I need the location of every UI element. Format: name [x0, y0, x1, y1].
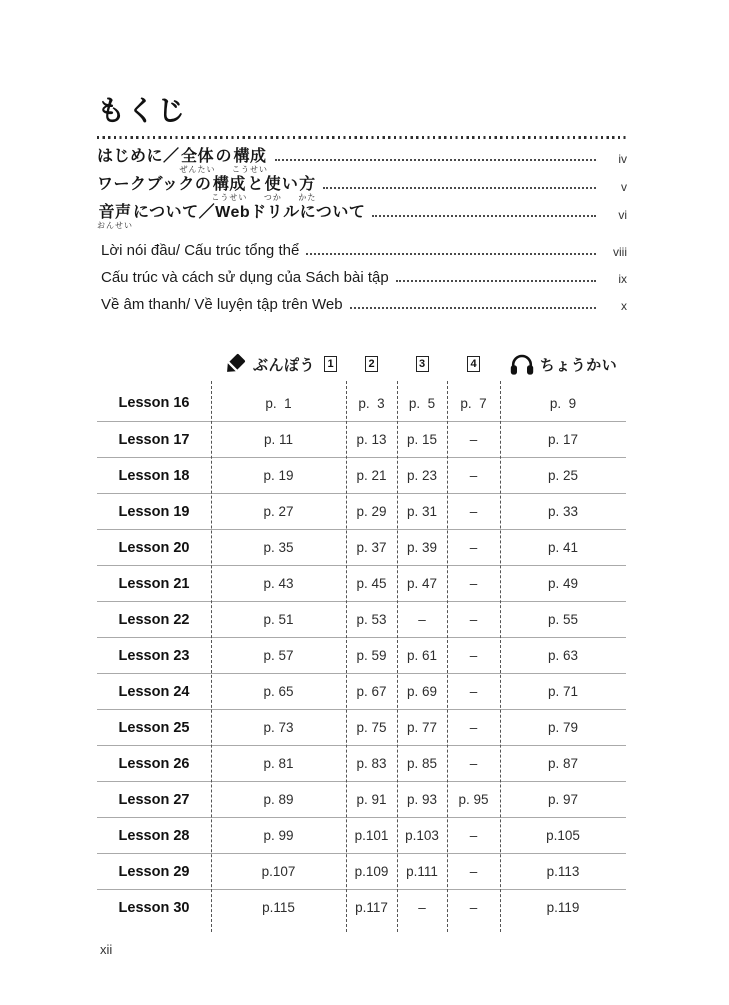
page-cell: p. 75	[356, 720, 387, 735]
page-cell: p. 35	[263, 540, 294, 555]
listening-header	[500, 352, 626, 376]
page-cell: –	[418, 612, 426, 627]
page-ref: x	[621, 298, 627, 313]
segment-text: の	[215, 148, 233, 165]
text-segment	[216, 148, 233, 174]
page-cell: –	[469, 432, 478, 447]
segment-text: はじめに／	[97, 148, 180, 165]
furigana	[289, 193, 292, 202]
text-segment	[247, 176, 264, 202]
page-cell: p. 11	[263, 432, 294, 447]
page-cell: –	[469, 504, 478, 519]
table-row	[97, 565, 626, 601]
page-cell: p.115	[262, 900, 295, 915]
toc-entry	[101, 237, 627, 264]
page-cell: p. 93	[406, 792, 438, 807]
grammar-header	[211, 352, 346, 376]
toc-entry	[101, 264, 627, 291]
table-row	[97, 709, 626, 745]
table-row	[97, 457, 626, 493]
page-ref: viii	[613, 244, 627, 259]
page-cell: p. 21	[356, 468, 387, 483]
page-cell: p. 53	[356, 612, 387, 627]
page-ref: iv	[618, 152, 627, 166]
segment-text: について／Webドリルについて	[133, 204, 366, 221]
page-cell: p.113	[546, 864, 580, 879]
table-row	[97, 385, 626, 421]
lesson-label: Lesson 22	[118, 611, 190, 628]
lesson-label: Lesson 27	[118, 791, 190, 808]
dot-leader	[323, 176, 596, 189]
text-segment	[232, 148, 268, 174]
text-segment	[180, 148, 216, 174]
toc-entry	[97, 176, 627, 204]
page-cell: –	[469, 828, 478, 843]
column-divider	[500, 381, 501, 932]
page-cell: p. 37	[356, 540, 387, 555]
text-segment	[298, 176, 316, 202]
page-cell: –	[469, 756, 478, 771]
lesson-label: Lesson 17	[118, 431, 190, 448]
segment-text: 全体	[181, 148, 215, 165]
lesson-label: Lesson 23	[118, 647, 190, 664]
furigana: こうせい	[232, 165, 269, 174]
column-divider	[211, 381, 212, 932]
furigana: かた	[298, 193, 317, 202]
page-cell: p.105	[546, 828, 580, 843]
page-cell: p. 71	[547, 684, 579, 699]
page-cell: p.107	[261, 864, 296, 879]
table-row	[97, 601, 626, 637]
page-cell: p. 57	[263, 648, 294, 663]
page-cell: p.103	[405, 828, 439, 843]
page-cell: –	[418, 900, 426, 915]
page-cell: p.111	[406, 864, 438, 879]
text-segment	[211, 176, 247, 202]
page-cell: p. 67	[356, 684, 387, 699]
table-row	[97, 421, 626, 457]
furigana	[153, 193, 156, 202]
lesson-label: Lesson 30	[118, 899, 190, 916]
page-cell: –	[469, 900, 478, 915]
page-folio: xii	[100, 942, 113, 957]
page-cell: p. 95	[458, 792, 489, 807]
page-cell: p. 73	[263, 720, 294, 735]
text-segment	[282, 176, 299, 202]
page-ref: ix	[618, 271, 627, 286]
page-cell: p. 25	[547, 468, 579, 483]
page-cell: p. 81	[263, 756, 294, 771]
segment-text: 構成	[212, 176, 246, 193]
segment-text: 方	[299, 176, 316, 193]
page-cell: –	[469, 684, 478, 699]
page-cell: p. 1	[265, 395, 292, 411]
lesson-label: Lesson 16	[118, 395, 190, 411]
lesson-label: Lesson 25	[118, 719, 190, 736]
toc-entry-label	[97, 204, 365, 232]
dot-leader	[306, 253, 596, 255]
page-cell: p. 59	[356, 648, 387, 663]
page-cell: p. 23	[406, 468, 438, 483]
text-segment	[97, 148, 180, 174]
page-cell: p. 17	[547, 432, 579, 447]
table-row	[97, 493, 626, 529]
section-number-box: 1	[324, 356, 337, 372]
page-cell: p. 45	[356, 576, 387, 591]
page-cell: p. 99	[263, 828, 294, 843]
grammar-label: ぶんぽう	[253, 356, 316, 374]
page-cell: p. 77	[406, 720, 438, 735]
page-cell: p. 41	[547, 540, 579, 555]
segment-text: 音声	[98, 204, 132, 221]
segment-text: と	[247, 176, 264, 193]
table-header	[97, 343, 626, 385]
table-row	[97, 529, 626, 565]
page-cell: p. 51	[263, 612, 294, 627]
page-cell: p. 33	[547, 504, 579, 519]
toc-japanese	[97, 148, 627, 232]
lesson-label: Lesson 20	[118, 539, 190, 556]
page-cell: p.109	[354, 864, 389, 879]
page-cell: p. 91	[356, 792, 387, 807]
furigana: ぜんたい	[179, 165, 216, 174]
table-row	[97, 745, 626, 781]
page-cell: –	[469, 864, 478, 879]
page-cell: p. 9	[549, 395, 577, 411]
segment-text: 構成	[233, 148, 267, 165]
section-number-box: 4	[467, 356, 480, 372]
lesson-label: Lesson 19	[118, 503, 190, 520]
page-cell: p. 83	[356, 756, 387, 771]
lesson-label: Lesson 26	[118, 755, 190, 772]
headphones-icon	[509, 352, 535, 376]
column-divider	[447, 381, 448, 932]
text-segment	[97, 176, 211, 202]
page-cell: –	[469, 540, 478, 555]
page-content	[97, 96, 627, 925]
page-cell: p. 61	[406, 648, 438, 663]
toc-entry-label: Lời nói đầu/ Cấu trúc tổng thể	[101, 242, 300, 259]
column-divider	[346, 381, 347, 932]
furigana: おんせい	[97, 221, 133, 230]
column-divider	[397, 381, 398, 932]
page-cell: p.119	[546, 900, 580, 915]
toc-entry-label	[97, 148, 268, 176]
lesson-label: Lesson 18	[118, 467, 190, 484]
page-ref: v	[621, 180, 627, 194]
table-row	[97, 781, 626, 817]
furigana: こうせい	[211, 193, 248, 202]
dot-leader	[372, 204, 596, 217]
page-cell: p. 89	[263, 792, 294, 807]
toc-entry	[97, 204, 627, 232]
toc-entry	[101, 291, 627, 318]
page-cell: p. 3	[358, 395, 385, 411]
lesson-table	[97, 343, 626, 925]
text-segment	[133, 204, 365, 230]
page-cell: p. 49	[547, 576, 579, 591]
furigana	[254, 193, 257, 202]
page-cell: p.101	[354, 828, 389, 843]
segment-text: 使	[264, 176, 282, 193]
page-cell: p. 63	[547, 648, 579, 663]
section-number-box: 2	[365, 356, 378, 372]
table-row	[97, 853, 626, 889]
page-cell: p. 5	[408, 395, 436, 411]
furigana: つか	[263, 193, 282, 202]
page-cell: p. 19	[263, 468, 294, 483]
toc-vietnamese	[97, 237, 627, 318]
table-row	[97, 673, 626, 709]
page-cell: –	[469, 612, 478, 627]
page-title: もくじ	[97, 95, 188, 126]
dot-leader	[275, 148, 596, 161]
page-cell: –	[469, 720, 478, 735]
page-cell: –	[469, 648, 478, 663]
page-cell: p. 65	[263, 684, 294, 699]
page-cell: p. 69	[406, 684, 438, 699]
section-number-box: 3	[416, 356, 429, 372]
furigana	[137, 165, 140, 174]
page-cell: p. 29	[356, 504, 387, 519]
title-rule	[97, 136, 627, 139]
page-cell: p. 97	[547, 792, 579, 807]
page-cell: p. 47	[406, 576, 438, 591]
table-row	[97, 637, 626, 673]
lesson-label: Lesson 29	[118, 863, 190, 880]
dot-leader	[396, 280, 596, 282]
lesson-label: Lesson 28	[118, 827, 190, 844]
page-cell: p. 31	[406, 504, 438, 519]
table-row	[97, 817, 626, 853]
page-ref: vi	[618, 208, 627, 222]
page-cell: p. 85	[406, 756, 438, 771]
text-segment	[97, 204, 133, 230]
furigana	[222, 165, 225, 174]
page-cell: –	[469, 468, 478, 483]
lesson-label: Lesson 24	[118, 683, 190, 700]
toc-entry-label: Cấu trúc và cách sử dụng của Sách bài tập	[101, 269, 389, 286]
toc-entry	[97, 148, 627, 176]
page-cell: p. 55	[547, 612, 579, 627]
page-cell: p. 87	[547, 756, 579, 771]
dot-leader	[350, 307, 596, 309]
page-cell: p. 27	[263, 504, 294, 519]
pencil-icon	[223, 352, 247, 376]
segment-text: ワークブックの	[97, 176, 212, 193]
listening-label: ちょうかい	[539, 356, 618, 374]
table-body	[97, 385, 626, 925]
table-row	[97, 889, 626, 925]
page-cell: p. 13	[356, 432, 387, 447]
page-cell: –	[469, 576, 478, 591]
page-cell: p.117	[355, 900, 388, 915]
page-cell: p. 79	[547, 720, 579, 735]
toc-entry-label	[97, 176, 316, 204]
toc-entry-label: Về âm thanh/ Về luyện tập trên Web	[101, 296, 343, 313]
page-cell: p. 43	[263, 576, 294, 591]
lesson-label: Lesson 21	[118, 575, 190, 592]
page-cell: p. 39	[406, 540, 438, 555]
page-cell: p. 15	[406, 432, 438, 447]
segment-text: い	[281, 176, 299, 193]
furigana	[248, 221, 251, 230]
text-segment	[264, 176, 282, 202]
page-cell: p. 7	[460, 395, 487, 411]
